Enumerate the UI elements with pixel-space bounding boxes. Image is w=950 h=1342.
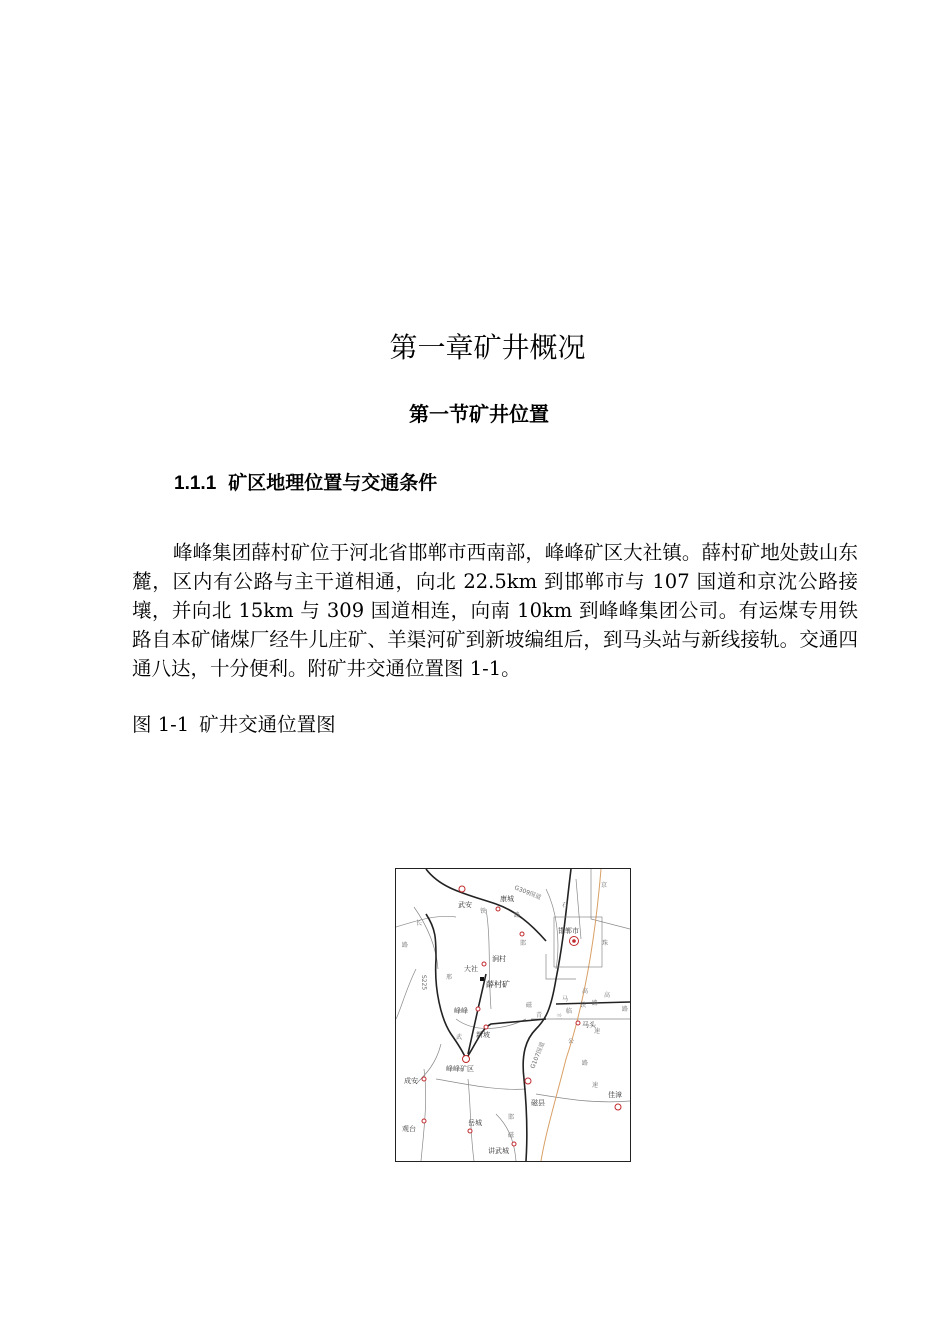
svg-text:公: 公 (568, 1038, 575, 1045)
railway-line (541, 869, 601, 1161)
svg-text:石: 石 (562, 902, 569, 909)
svg-text:路: 路 (592, 1000, 599, 1007)
svg-text:铁: 铁 (480, 908, 487, 915)
label-xuecun: 薛村矿 (486, 980, 510, 989)
svg-text:邯: 邯 (508, 1114, 515, 1121)
label-chengan: 成安 (404, 1077, 418, 1085)
place-markers (422, 886, 621, 1146)
label-fengfeng: 峰峰 (454, 1007, 468, 1015)
svg-text:磁: 磁 (508, 1132, 515, 1139)
figure-caption-text: 矿井交通位置图 (199, 713, 336, 736)
svg-text:路: 路 (622, 1006, 629, 1013)
subsection-number: 1.1.1 (174, 473, 217, 494)
svg-text:速: 速 (594, 1028, 601, 1035)
label-kangcheng: 康城 (500, 895, 514, 903)
label-dashe: 大社 (464, 965, 478, 973)
svg-text:铁: 铁 (580, 1002, 587, 1009)
section-title: 第一节矿井位置 (409, 402, 549, 426)
label-fengfengkuang: 峰峰矿区 (446, 1065, 474, 1073)
svg-text:珠: 珠 (602, 940, 609, 947)
svg-text:邢: 邢 (446, 974, 453, 981)
label-road-s225: S225 (420, 974, 428, 991)
label-road-g107: G107国道 (529, 1041, 547, 1070)
body-paragraph: 峰峰集团薛村矿位于河北省邯郸市西南部，峰峰矿区大社镇。薛村矿地处鼓山东麓，区内有公路与主干道相通，向北 22.5km 到邯郸市与 107 国道和京沈公路接壤，并向北 15km 与 309 国道相连，向南 10km 到峰峰集团公司。有运煤专用铁路自本矿储煤厂经牛儿庄矿、羊渠河矿到新坡编组后，到马头站与新线接轨。交通四通八达，十分便利。附矿井交通位置图 1-1。 (132, 541, 858, 680)
label-duzhang: 佳漳 (608, 1091, 622, 1099)
svg-text:武: 武 (456, 1034, 463, 1041)
xuecun-mine-marker (480, 977, 484, 981)
label-hecun: 涧村 (492, 955, 506, 963)
main-roads (426, 869, 630, 1161)
map-svg (396, 869, 630, 1161)
label-matou: 马头 (582, 1021, 596, 1029)
svg-text:路: 路 (402, 942, 409, 949)
svg-text:高: 高 (582, 988, 589, 995)
svg-text:路: 路 (582, 1060, 589, 1067)
svg-text:临: 临 (566, 1008, 573, 1015)
label-guantai: 观台 (402, 1125, 416, 1133)
handan-city-marker (572, 939, 576, 943)
label-xuwucheng: 讲武城 (488, 1147, 509, 1155)
chapter-title: 第一章矿井概况 (389, 331, 586, 364)
subsection-heading (174, 468, 437, 495)
svg-text:京: 京 (601, 882, 608, 889)
label-road-g309: G309国道 (513, 884, 542, 902)
svg-text:长: 长 (416, 920, 423, 927)
svg-text:兰: 兰 (556, 1014, 563, 1021)
svg-text:邯: 邯 (520, 940, 527, 947)
svg-text:高: 高 (604, 992, 611, 999)
svg-text:青: 青 (536, 1012, 543, 1019)
figure-caption (132, 710, 336, 739)
label-wuan: 武安 (458, 901, 472, 909)
figure-number: 图 1-1 (132, 713, 190, 736)
label-xinpo: 新坡 (476, 1031, 490, 1039)
svg-text:磁: 磁 (526, 1002, 533, 1009)
subsection-title: 矿区地理位置与交通条件 (228, 473, 438, 494)
svg-text:路: 路 (514, 912, 521, 919)
svg-text:速: 速 (592, 1082, 599, 1089)
label-handan: 邯郸市 (558, 927, 579, 935)
traffic-location-map (395, 868, 631, 1162)
label-yuecheng: 岳城 (468, 1119, 482, 1127)
label-shexian: 磁县 (531, 1099, 545, 1107)
svg-text:马: 马 (562, 996, 569, 1003)
